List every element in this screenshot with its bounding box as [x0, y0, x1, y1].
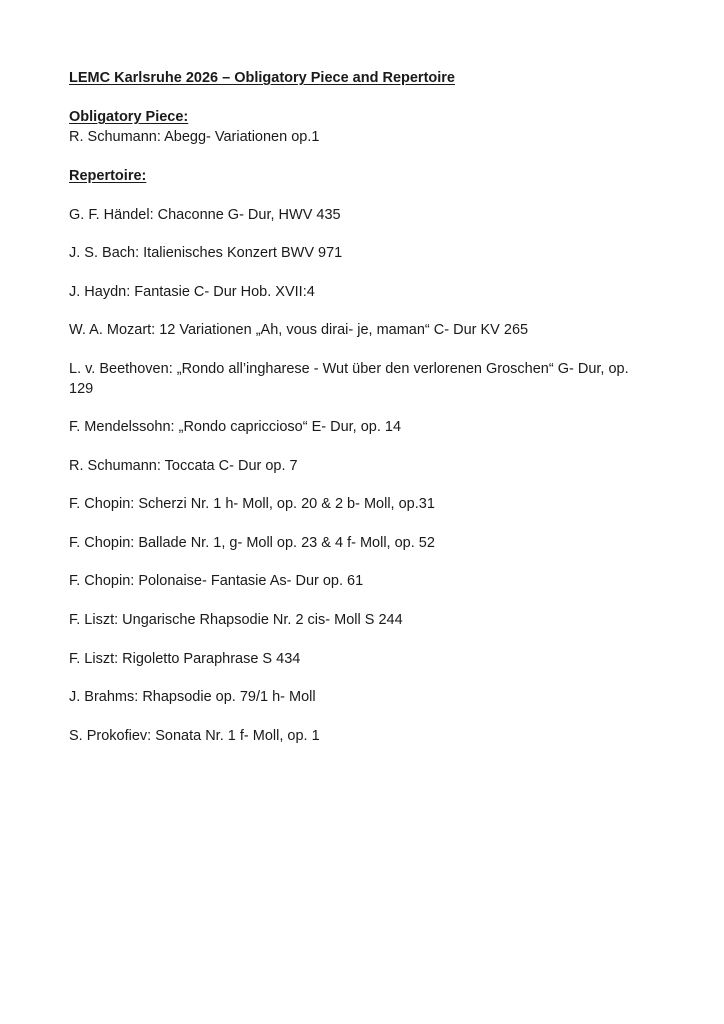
repertoire-item: W. A. Mozart: 12 Variationen „Ah, vous dirai- je, maman“ C- Dur KV 265	[69, 322, 529, 338]
repertoire-item: F. Liszt: Rigoletto Paraphrase S 434	[69, 651, 301, 667]
repertoire-item: G. F. Händel: Chaconne G- Dur, HWV 435	[69, 207, 341, 223]
repertoire-item: J. S. Bach: Italienisches Konzert BWV 971	[69, 245, 343, 261]
repertoire-item: J. Brahms: Rhapsodie op. 79/1 h- Moll	[69, 689, 316, 705]
repertoire-item: F. Liszt: Ungarische Rhapsodie Nr. 2 cis- Moll S 244	[69, 612, 403, 628]
repertoire-item: R. Schumann: Toccata C- Dur op. 7	[69, 458, 298, 474]
obligatory-piece: R. Schumann: Abegg- Variationen op.1	[69, 129, 320, 145]
repertoire-item: F. Chopin: Ballade Nr. 1, g- Moll op. 23 & 4 f- Moll, op. 52	[69, 535, 435, 551]
document-title: LEMC Karlsruhe 2026 – Obligatory Piece and Repertoire	[69, 70, 455, 86]
repertoire-item: L. v. Beethoven: „Rondo all’ingharese - Wut über den verlorenen Groschen“ G- Dur, op. 129	[69, 361, 629, 397]
repertoire-item: S. Prokofiev: Sonata Nr. 1 f- Moll, op. 1	[69, 728, 320, 744]
repertoire-item: F. Chopin: Scherzi Nr. 1 h- Moll, op. 20 & 2 b- Moll, op.31	[69, 496, 435, 512]
repertoire-item: J. Haydn: Fantasie C- Dur Hob. XVII:4	[69, 284, 315, 300]
repertoire-heading: Repertoire:	[69, 168, 147, 184]
repertoire-item: F. Chopin: Polonaise- Fantasie As- Dur op. 61	[69, 573, 364, 589]
obligatory-heading: Obligatory Piece:	[69, 109, 189, 125]
repertoire-item: F. Mendelssohn: „Rondo capriccioso“ E- Dur, op. 14	[69, 419, 402, 435]
